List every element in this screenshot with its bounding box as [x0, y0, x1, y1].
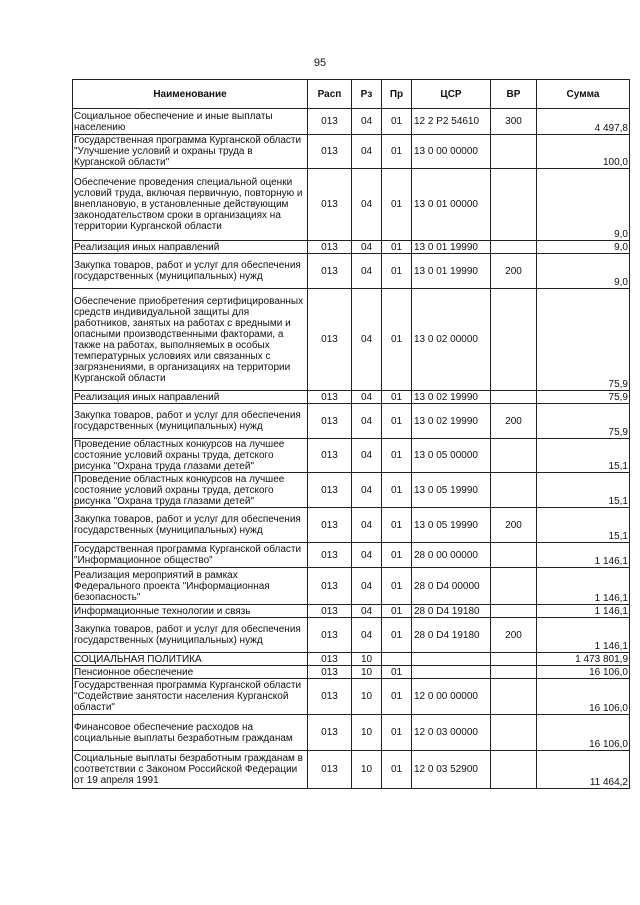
row-rz: 10	[352, 679, 382, 715]
row-name: СОЦИАЛЬНАЯ ПОЛИТИКА	[73, 653, 308, 666]
row-rasp: 013	[308, 254, 352, 289]
row-rasp: 013	[308, 391, 352, 404]
row-rasp: 013	[308, 169, 352, 241]
row-sum: 15,1	[537, 439, 630, 473]
row-vr	[491, 169, 537, 241]
table-row	[73, 289, 630, 391]
row-rz: 04	[352, 404, 382, 439]
row-pr: 01	[382, 605, 412, 618]
row-vr	[491, 289, 537, 391]
row-csr: 13 0 02 00000	[412, 289, 491, 391]
row-csr: 12 0 00 00000	[412, 679, 491, 715]
header-pr: Пр	[382, 80, 412, 109]
row-csr: 12 2 P2 54610	[412, 109, 491, 135]
row-rz: 04	[352, 605, 382, 618]
row-sum: 11 464,2	[537, 751, 630, 789]
row-rz: 04	[352, 568, 382, 605]
table-row	[73, 473, 630, 508]
row-sum: 1 473 801,9	[537, 653, 630, 666]
row-rasp: 013	[308, 618, 352, 653]
header-name: Наименование	[73, 80, 308, 109]
row-pr: 01	[382, 241, 412, 254]
row-pr: 01	[382, 404, 412, 439]
row-rz: 04	[352, 543, 382, 568]
table-row	[73, 508, 630, 543]
row-vr	[491, 135, 537, 169]
row-name: Проведение областных конкурсов на лучшее состояние условий охраны труда, детского рисунка "Охрана труда глазами детей"	[73, 439, 308, 473]
table-row	[73, 618, 630, 653]
row-rasp: 013	[308, 679, 352, 715]
row-sum: 9,0	[537, 169, 630, 241]
row-csr: 28 0 D4 19180	[412, 605, 491, 618]
row-csr: 13 0 00 00000	[412, 135, 491, 169]
row-rz: 10	[352, 666, 382, 679]
budget-table	[72, 79, 630, 789]
row-name: Обеспечение проведения специальной оценки условий труда, включая первичную, повторную и внеплановую, в установленные действующим законодательством сроки в организациях на территории Курганской области	[73, 169, 308, 241]
row-pr: 01	[382, 666, 412, 679]
row-vr: 200	[491, 508, 537, 543]
row-rz: 04	[352, 254, 382, 289]
table-row	[73, 715, 630, 751]
row-csr: 28 0 D4 00000	[412, 568, 491, 605]
row-vr	[491, 666, 537, 679]
row-sum: 1 146,1	[537, 568, 630, 605]
row-name: Обеспечение приобретения сертифицированных средств индивидуальной защиты для работников, занятых на работах с вредными и опасными производственными факторами, а также на работах, выполняемых в особых температурных условиях или связанных с загрязнениями, в организациях на территории Курганской области	[73, 289, 308, 391]
row-sum: 9,0	[537, 254, 630, 289]
row-rz: 04	[352, 109, 382, 135]
row-vr	[491, 241, 537, 254]
row-csr: 12 0 03 52900	[412, 751, 491, 789]
row-vr	[491, 439, 537, 473]
row-vr	[491, 473, 537, 508]
row-name: Государственная программа Курганской области "Содействие занятости населения Курганской области"	[73, 679, 308, 715]
row-vr: 300	[491, 109, 537, 135]
row-name: Государственная программа Курганской области "Информационное общество"	[73, 543, 308, 568]
row-name: Государственная программа Курганской области "Улучшение условий и охраны труда в Курганской области"	[73, 135, 308, 169]
row-rz: 04	[352, 169, 382, 241]
row-pr: 01	[382, 391, 412, 404]
row-rz: 04	[352, 391, 382, 404]
row-pr: 01	[382, 135, 412, 169]
row-rz: 04	[352, 618, 382, 653]
row-pr	[382, 653, 412, 666]
row-vr	[491, 751, 537, 789]
row-vr	[491, 679, 537, 715]
row-sum: 75,9	[537, 404, 630, 439]
table-row	[73, 543, 630, 568]
row-name: Проведение областных конкурсов на лучшее состояние условий охраны труда, детского рисунка "Охрана труда глазами детей"	[73, 473, 308, 508]
row-csr	[412, 653, 491, 666]
table-row	[73, 254, 630, 289]
table-row	[73, 666, 630, 679]
row-vr: 200	[491, 618, 537, 653]
table-row	[73, 568, 630, 605]
table-row	[73, 653, 630, 666]
row-rasp: 013	[308, 135, 352, 169]
row-pr: 01	[382, 543, 412, 568]
row-rz: 04	[352, 289, 382, 391]
row-sum: 4 497,8	[537, 109, 630, 135]
row-csr: 13 0 05 19990	[412, 508, 491, 543]
row-rasp: 013	[308, 289, 352, 391]
row-name: Социальное обеспечение и иные выплаты населению	[73, 109, 308, 135]
row-rasp: 013	[308, 439, 352, 473]
row-name: Закупка товаров, работ и услуг для обеспечения государственных (муниципальных) нужд	[73, 508, 308, 543]
header-vr: ВР	[491, 80, 537, 109]
table-row	[73, 391, 630, 404]
row-vr	[491, 543, 537, 568]
row-vr	[491, 653, 537, 666]
row-csr: 13 0 01 19990	[412, 241, 491, 254]
header-rasp: Расп	[308, 80, 352, 109]
row-csr: 28 0 D4 19180	[412, 618, 491, 653]
header-rz: Рз	[352, 80, 382, 109]
row-name: Информационные технологии и связь	[73, 605, 308, 618]
table-row	[73, 439, 630, 473]
row-rasp: 013	[308, 109, 352, 135]
row-sum: 75,9	[537, 289, 630, 391]
row-csr: 28 0 00 00000	[412, 543, 491, 568]
row-csr: 13 0 01 00000	[412, 169, 491, 241]
row-name: Реализация мероприятий в рамках Федерального проекта "Информационная безопасность"	[73, 568, 308, 605]
row-csr: 13 0 02 19990	[412, 404, 491, 439]
row-name: Реализация иных направлений	[73, 391, 308, 404]
row-pr: 01	[382, 169, 412, 241]
row-rasp: 013	[308, 404, 352, 439]
row-vr: 200	[491, 404, 537, 439]
row-rz: 04	[352, 473, 382, 508]
row-csr: 13 0 05 00000	[412, 439, 491, 473]
row-name: Финансовое обеспечение расходов на социальные выплаты безработным гражданам	[73, 715, 308, 751]
row-pr: 01	[382, 254, 412, 289]
table-row	[73, 605, 630, 618]
row-rasp: 013	[308, 543, 352, 568]
row-pr: 01	[382, 109, 412, 135]
row-csr	[412, 666, 491, 679]
row-sum: 9,0	[537, 241, 630, 254]
row-pr: 01	[382, 751, 412, 789]
row-pr: 01	[382, 715, 412, 751]
row-pr: 01	[382, 289, 412, 391]
row-rasp: 013	[308, 715, 352, 751]
row-sum: 15,1	[537, 473, 630, 508]
row-name: Закупка товаров, работ и услуг для обеспечения государственных (муниципальных) нужд	[73, 404, 308, 439]
row-name: Реализация иных направлений	[73, 241, 308, 254]
row-csr: 13 0 01 19990	[412, 254, 491, 289]
row-rasp: 013	[308, 666, 352, 679]
row-pr: 01	[382, 473, 412, 508]
row-csr: 12 0 03 00000	[412, 715, 491, 751]
row-sum: 15,1	[537, 508, 630, 543]
row-rasp: 013	[308, 605, 352, 618]
row-rz: 10	[352, 653, 382, 666]
row-pr: 01	[382, 568, 412, 605]
row-rz: 04	[352, 241, 382, 254]
row-pr: 01	[382, 679, 412, 715]
row-name: Закупка товаров, работ и услуг для обеспечения государственных (муниципальных) нужд	[73, 254, 308, 289]
row-vr	[491, 715, 537, 751]
row-rz: 04	[352, 439, 382, 473]
table-row	[73, 109, 630, 135]
row-name: Закупка товаров, работ и услуг для обеспечения государственных (муниципальных) нужд	[73, 618, 308, 653]
table-row	[73, 679, 630, 715]
table-row	[73, 169, 630, 241]
row-sum: 75,9	[537, 391, 630, 404]
row-sum: 1 146,1	[537, 618, 630, 653]
row-rasp: 013	[308, 508, 352, 543]
row-rasp: 013	[308, 751, 352, 789]
row-pr: 01	[382, 439, 412, 473]
row-sum: 16 106,0	[537, 666, 630, 679]
row-sum: 1 146,1	[537, 605, 630, 618]
header-sum: Сумма	[537, 80, 630, 109]
row-rz: 04	[352, 135, 382, 169]
table-row	[73, 751, 630, 789]
page-number: 95	[313, 57, 327, 69]
row-sum: 100,0	[537, 135, 630, 169]
row-name: Социальные выплаты безработным гражданам в соответствии с Законом Российской Федерации от 19 апреля 1991	[73, 751, 308, 789]
row-pr: 01	[382, 618, 412, 653]
row-vr	[491, 605, 537, 618]
row-csr: 13 0 05 19990	[412, 473, 491, 508]
row-name: Пенсионное обеспечение	[73, 666, 308, 679]
header-csr: ЦСР	[412, 80, 491, 109]
row-rasp: 013	[308, 473, 352, 508]
table-row	[73, 135, 630, 169]
row-rasp: 013	[308, 568, 352, 605]
table-row	[73, 241, 630, 254]
row-rz: 10	[352, 751, 382, 789]
row-vr	[491, 391, 537, 404]
row-rasp: 013	[308, 241, 352, 254]
row-rz: 04	[352, 508, 382, 543]
row-rz: 10	[352, 715, 382, 751]
row-sum: 16 106,0	[537, 679, 630, 715]
row-rasp: 013	[308, 653, 352, 666]
table-row	[73, 404, 630, 439]
row-csr: 13 0 02 19990	[412, 391, 491, 404]
row-vr	[491, 568, 537, 605]
row-pr: 01	[382, 508, 412, 543]
row-sum: 1 146,1	[537, 543, 630, 568]
row-sum: 16 106,0	[537, 715, 630, 751]
table-header-row	[73, 80, 630, 109]
row-vr: 200	[491, 254, 537, 289]
